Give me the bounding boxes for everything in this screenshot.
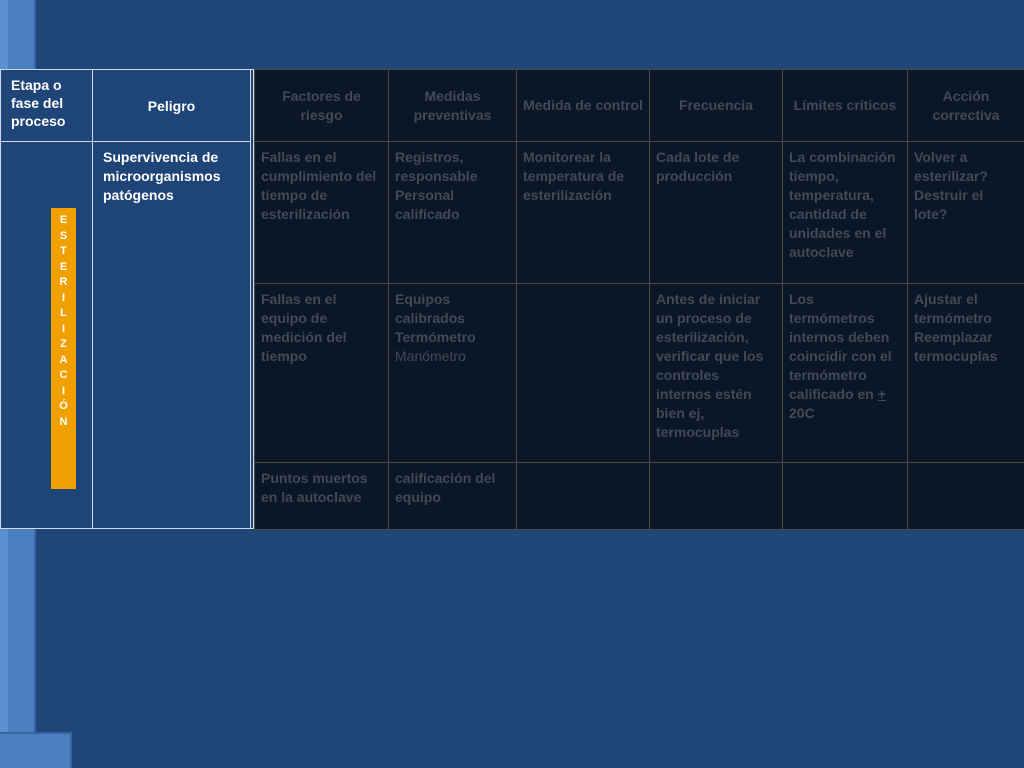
stage-letter: T [60, 245, 67, 257]
cell-accion [908, 463, 1024, 530]
etapa-cell [1, 142, 93, 528]
medidas-line: Termómetro [395, 329, 476, 345]
stage-letter: N [59, 415, 68, 428]
cell-factores: Puntos muertos en la autoclave [255, 463, 389, 530]
peligro-cell: Supervivencia de microorganismos patógenos [93, 142, 251, 528]
cell-limites [783, 463, 908, 530]
header-factores: Factores de riesgo [255, 70, 389, 142]
cell-factores: Fallas en el cumplimiento del tiempo de esterilización [255, 142, 389, 284]
cell-medida-control: Monitorear la temperatura de esterilización [517, 142, 650, 284]
header-limites: Límites críticos [783, 70, 908, 142]
stage-label-esterilizacion [51, 208, 76, 489]
header-medida-control: Medida de control [517, 70, 650, 142]
limites-value: 20C [789, 405, 815, 421]
table-row [255, 142, 1024, 284]
header-etapa: Etapa o fase del proceso [1, 70, 93, 142]
table-row [255, 463, 1024, 530]
limites-text: Los termómetros internos deben coincidir con el termómetro calificado en [789, 291, 892, 402]
medidas-line: Personal calificado [395, 187, 460, 222]
cell-medidas: calificación del equipo [389, 463, 517, 530]
medidas-line: Registros, responsable [395, 149, 478, 184]
cell-medidas [389, 142, 517, 284]
medidas-line: Equipos calibrados [395, 291, 466, 326]
cell-medida-control [517, 463, 650, 530]
cell-frecuencia: Antes de iniciar un proceso de esterilización, verificar que los controles internos estén bien ej, termocuplas [650, 284, 783, 463]
left-table-panel [0, 69, 254, 529]
cell-accion [908, 284, 1024, 463]
stage-letter: I [61, 291, 66, 304]
header-accion: Acción correctiva [908, 70, 1024, 142]
decorative-foot-bar [0, 732, 72, 768]
plus-minus-symbol: + [877, 386, 886, 402]
cell-medida-control [517, 284, 650, 463]
cell-frecuencia: Cada lote de producción [650, 142, 783, 284]
header-peligro: Peligro [93, 70, 251, 142]
stage-letter: E [59, 260, 68, 273]
table-row [255, 284, 1024, 463]
stage-letter: E [59, 214, 68, 226]
header-medidas: Medidas preventivas [389, 70, 517, 142]
accion-line: Reemplazar termocuplas [914, 329, 998, 364]
stage-letter: R [59, 276, 68, 288]
stage-letter: Ó [59, 400, 68, 412]
medidas-line: Manómetro [395, 348, 466, 364]
table-header-row [255, 70, 1024, 142]
stage-letter: A [59, 353, 68, 366]
cell-limites: La combinación tiempo, temperatura, cantidad de unidades en el autoclave [783, 142, 908, 284]
stage-letter: L [60, 307, 67, 319]
stage-letter: S [59, 229, 68, 242]
cell-accion: Volver a esterilizar? Destruir el lote? [908, 142, 1024, 284]
stage-letter: C [59, 369, 68, 381]
haccp-table [254, 69, 1024, 529]
cell-medidas [389, 284, 517, 463]
cell-limites [783, 284, 908, 463]
stage-letter: I [61, 322, 66, 335]
stage-letter: I [61, 384, 66, 397]
accion-line: Ajustar el termómetro [914, 291, 992, 326]
cell-factores: Fallas en el equipo de medición del tiempo [255, 284, 389, 463]
header-frecuencia: Frecuencia [650, 70, 783, 142]
stage-letter: Z [60, 338, 67, 350]
cell-frecuencia [650, 463, 783, 530]
